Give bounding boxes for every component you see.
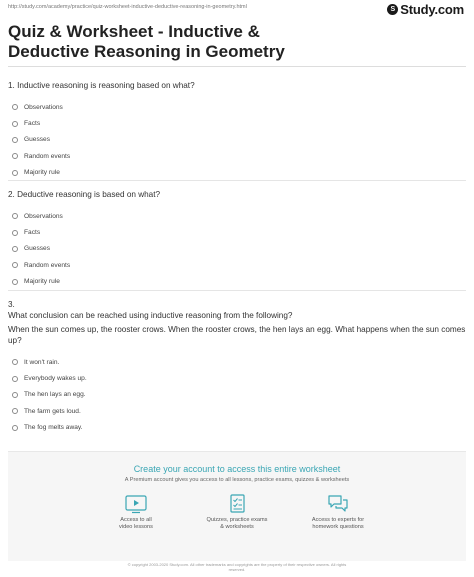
radio-icon[interactable]	[12, 230, 18, 236]
radio-icon[interactable]	[12, 170, 18, 176]
premium-cta	[8, 451, 466, 561]
radio-icon[interactable]	[12, 392, 18, 398]
question-1	[8, 80, 466, 181]
question-text	[8, 80, 466, 91]
question-prompt: Inductive reasoning is reasoning based on what?	[17, 81, 195, 90]
cta-subtitle: A Premium account gives you access to all lessons, practice exams, quizzes & worksheets	[124, 477, 350, 483]
feature-text: Access to all video lessons	[119, 517, 153, 530]
radio-icon[interactable]	[12, 246, 18, 252]
cta-title[interactable]: Create your account to access this entire worksheet	[133, 464, 341, 474]
question-3	[8, 299, 466, 436]
radio-icon[interactable]	[12, 213, 18, 219]
title-divider	[8, 66, 466, 67]
answer-option[interactable]: The hen lays an egg.	[8, 387, 466, 403]
question-prompt: What conclusion can be reached using inductive reasoning from the following?	[8, 311, 293, 320]
radio-icon[interactable]	[12, 153, 18, 159]
question-divider	[8, 290, 466, 291]
chat-icon	[327, 494, 349, 514]
logo-icon: S	[387, 4, 398, 15]
question-number: 1.	[8, 81, 15, 90]
radio-icon[interactable]	[12, 104, 18, 110]
feature-text: Quizzes, practice exams & worksheets	[206, 517, 268, 530]
radio-icon[interactable]	[12, 425, 18, 431]
answer-option[interactable]: Random events	[8, 257, 466, 273]
radio-icon[interactable]	[12, 376, 18, 382]
question-text	[8, 189, 466, 200]
page-title: Quiz & Worksheet - Inductive & Deductive Reasoning in Geometry	[8, 22, 285, 61]
answer-option[interactable]: Guesses	[8, 132, 466, 148]
answer-options	[8, 208, 466, 290]
answer-option[interactable]: Majority rule	[8, 165, 466, 181]
logo-text: Study.com	[400, 2, 464, 17]
question-divider	[8, 180, 466, 181]
question-number: 2.	[8, 190, 15, 199]
quiz-icon	[226, 494, 248, 514]
radio-icon[interactable]	[12, 408, 18, 414]
question-number: 3.	[8, 300, 15, 309]
answer-option[interactable]: The fog melts away.	[8, 420, 466, 436]
copyright-footer: © copyright 2003-2020 Study.com. All other trademarks and copyrights are the property of their respective owners. All rights reserved.	[127, 562, 347, 572]
radio-icon[interactable]	[12, 262, 18, 268]
feature-video-lessons	[91, 494, 181, 531]
video-icon	[125, 494, 147, 514]
feature-quizzes	[192, 494, 282, 531]
answer-option[interactable]: Facts	[8, 224, 466, 240]
radio-icon[interactable]	[12, 137, 18, 143]
radio-icon[interactable]	[12, 121, 18, 127]
answer-options	[8, 354, 466, 436]
study-logo[interactable]	[387, 2, 464, 17]
radio-icon[interactable]	[12, 279, 18, 285]
page-url: http://study.com/academy/practice/quiz-worksheet-inductive-deductive-reasoning-in-geometry.html	[8, 4, 247, 10]
question-scenario: When the sun comes up, the rooster crows. When the rooster crows, the hen lays an egg. What happens when the sun comes up?	[8, 325, 466, 345]
question-prompt: Deductive reasoning is based on what?	[17, 190, 161, 199]
answer-option[interactable]: It won't rain.	[8, 354, 466, 370]
answer-option[interactable]: Random events	[8, 148, 466, 164]
answer-option[interactable]: Observations	[8, 208, 466, 224]
question-text	[8, 299, 466, 346]
answer-options	[8, 99, 466, 181]
feature-text: Access to experts for homework questions	[311, 517, 365, 530]
question-2	[8, 189, 466, 290]
answer-option[interactable]: Majority rule	[8, 274, 466, 290]
answer-option[interactable]: The farm gets loud.	[8, 403, 466, 419]
answer-option[interactable]: Everybody wakes up.	[8, 370, 466, 386]
answer-option[interactable]: Guesses	[8, 241, 466, 257]
answer-option[interactable]: Observations	[8, 99, 466, 115]
feature-experts	[293, 494, 383, 531]
answer-option[interactable]: Facts	[8, 115, 466, 131]
radio-icon[interactable]	[12, 359, 18, 365]
